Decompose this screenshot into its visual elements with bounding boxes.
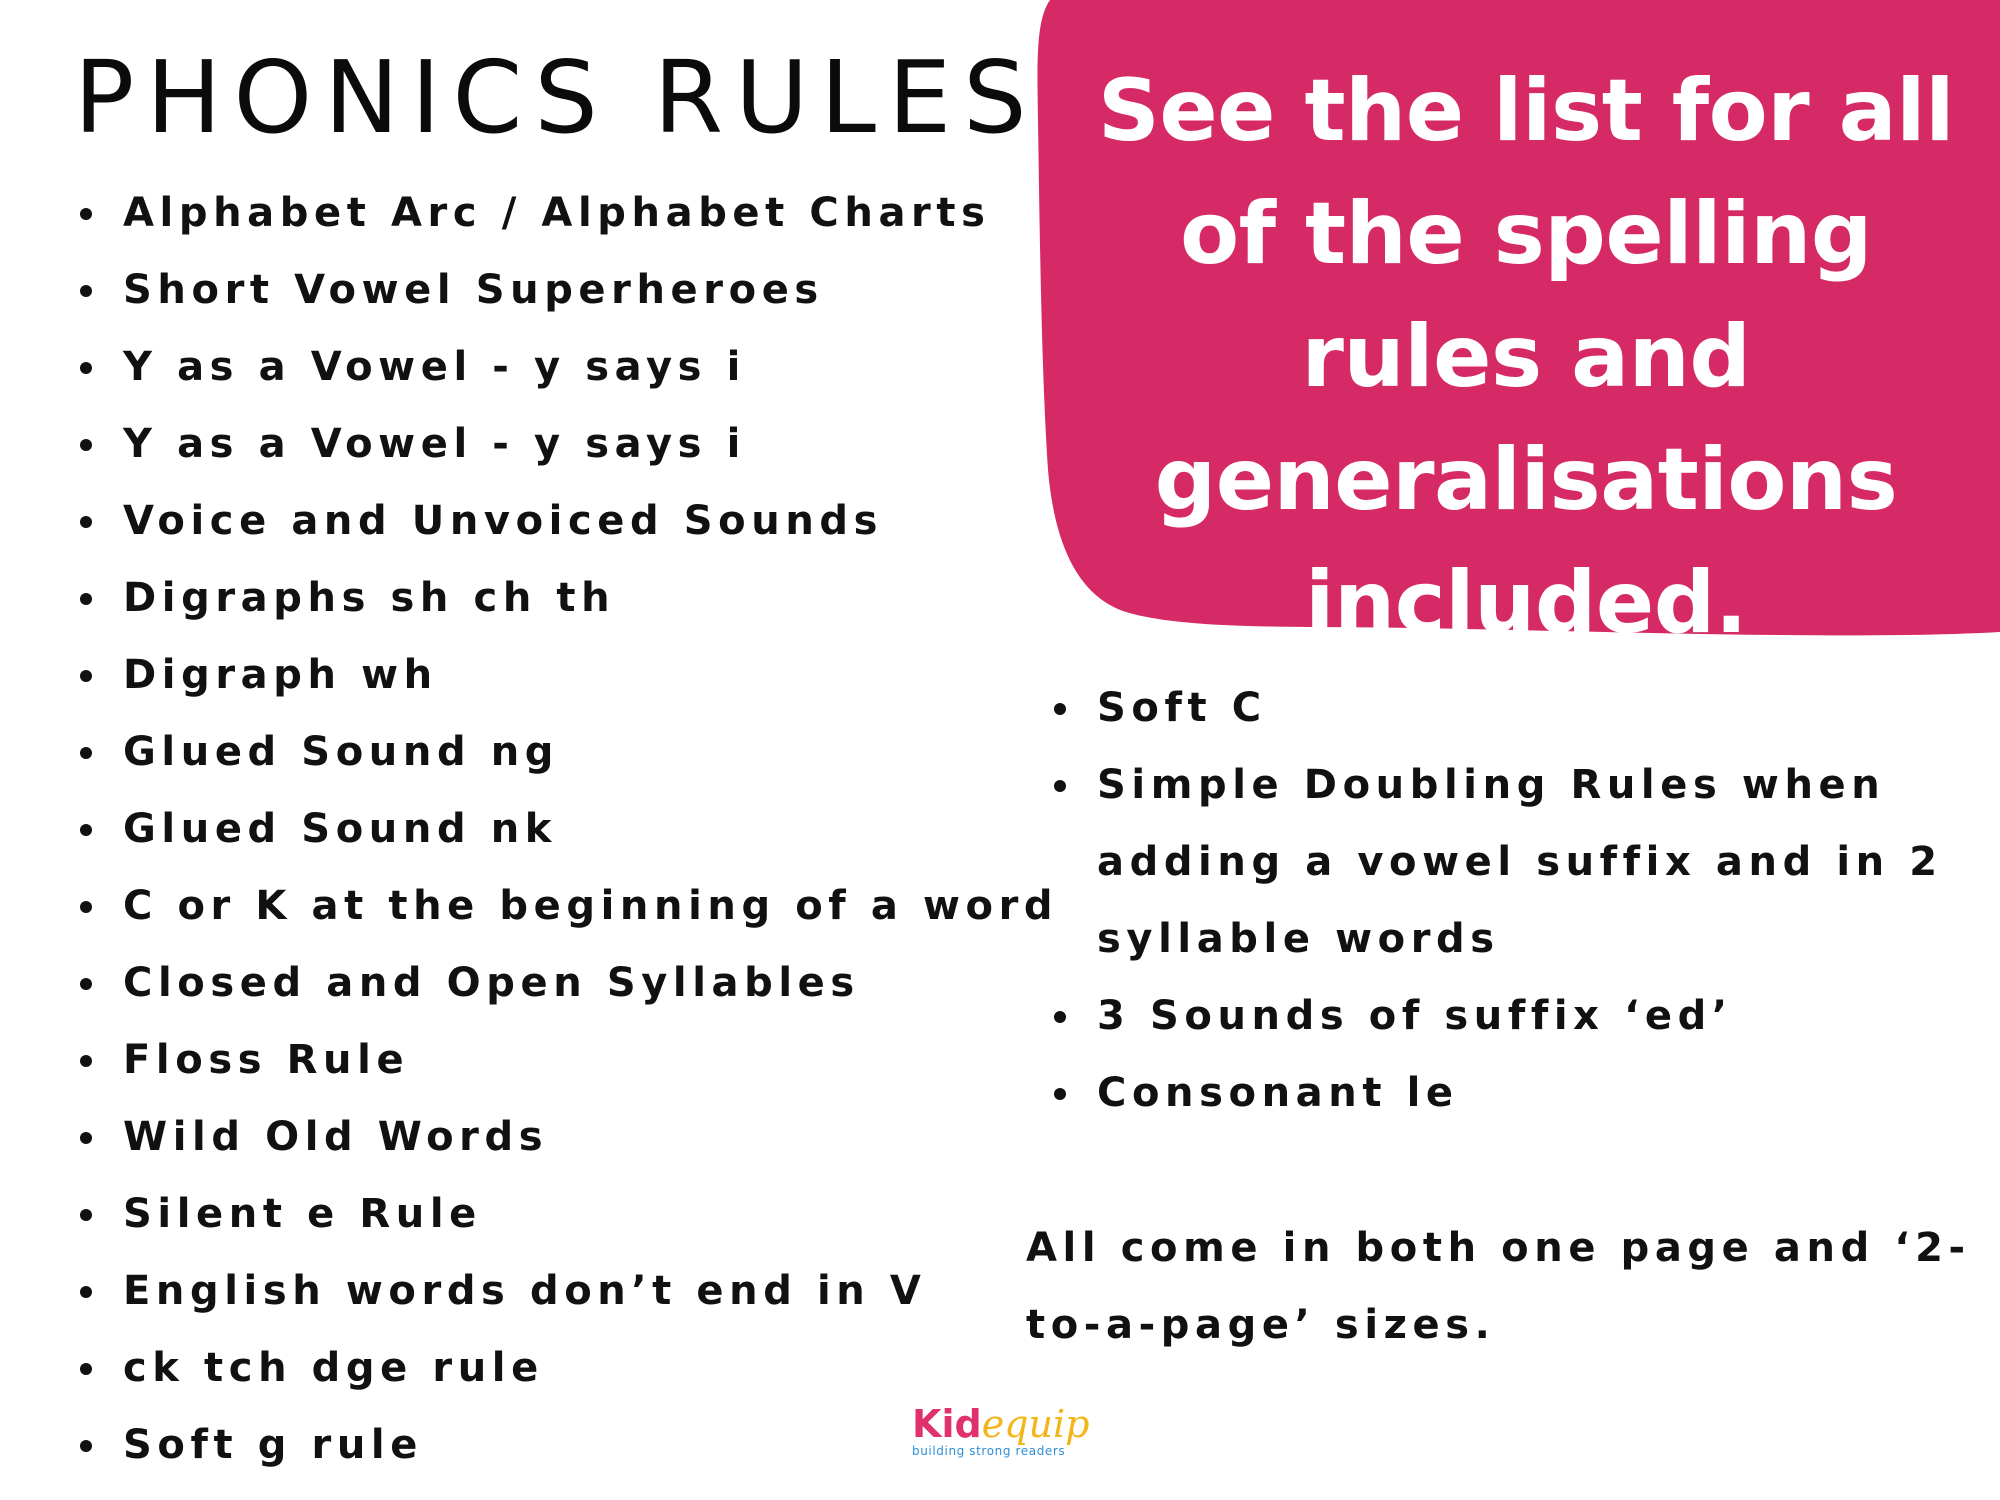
list-item: Glued Sound nk xyxy=(75,791,1058,868)
list-item: Digraphs sh ch th xyxy=(75,560,1058,637)
page-title: PHONICS RULES xyxy=(74,39,1039,156)
right-rules-list xyxy=(1049,670,1977,1132)
list-item: Soft g rule xyxy=(75,1407,1058,1484)
list-item: English words don’t end in V xyxy=(75,1253,1058,1330)
list-item: Closed and Open Syllables xyxy=(75,945,1058,1022)
list-item: Soft C xyxy=(1049,670,1977,747)
logo-tagline: building strong readers xyxy=(912,1444,1066,1458)
list-item: Glued Sound ng xyxy=(75,714,1058,791)
kidequip-logo xyxy=(912,1402,1090,1458)
sizes-note: All come in both one page and ‘2-to-a-page’ sizes. xyxy=(1026,1225,1971,1348)
left-rules-list xyxy=(75,175,1058,1484)
list-item: C or K at the beginning of a word xyxy=(75,868,1058,945)
callout-text: See the list for all of the spelling rules and generalisations included. xyxy=(1097,61,1955,653)
logo-kid-text: Kid xyxy=(912,1402,982,1446)
list-item: Silent e Rule xyxy=(75,1176,1058,1253)
list-item: Y as a Vowel - y says i xyxy=(75,329,1058,406)
list-item: Floss Rule xyxy=(75,1022,1058,1099)
list-item: 3 Sounds of suffix ‘ed’ xyxy=(1049,978,1977,1055)
list-item: Y as a Vowel - y says i xyxy=(75,406,1058,483)
list-item: Voice and Unvoiced Sounds xyxy=(75,483,1058,560)
list-item: Short Vowel Superheroes xyxy=(75,252,1058,329)
list-item: ck tch dge rule xyxy=(75,1330,1058,1407)
list-item: Wild Old Words xyxy=(75,1099,1058,1176)
logo-wordmark xyxy=(912,1402,1090,1446)
list-item: Digraph wh xyxy=(75,637,1058,714)
list-item: Alphabet Arc / Alphabet Charts xyxy=(75,175,1058,252)
list-item: Consonant le xyxy=(1049,1055,1977,1132)
logo-equip-text: equip xyxy=(981,1402,1090,1446)
list-item: Simple Doubling Rules when adding a vowel suffix and in 2 syllable words xyxy=(1049,747,1977,978)
